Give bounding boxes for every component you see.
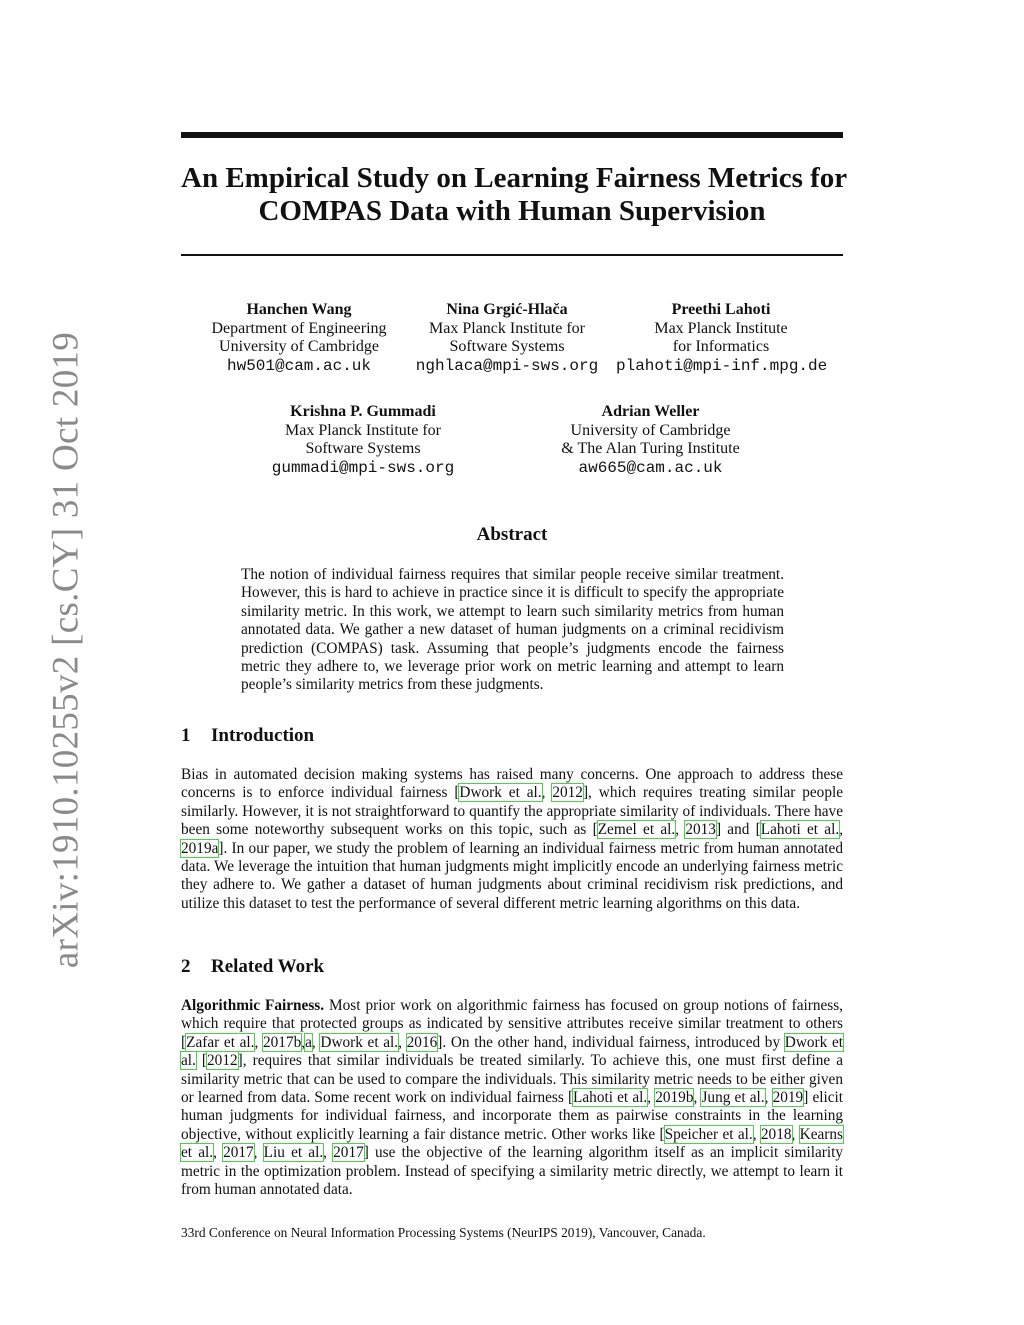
- text-run: Most prior work on algorithmic fairness has focused on group notions of fairness, which require that protected groups as indicated by sensitive attributes receive similar treatment to others [: [181, 997, 843, 1051]
- title-bottom-rule: [181, 254, 843, 256]
- paragraph-lead: Algorithmic Fairness.: [181, 997, 325, 1014]
- text-run: ,: [839, 821, 844, 839]
- citation-link[interactable]: Lahoti et al.: [573, 1089, 648, 1107]
- text-run: ]. On the other hand, individual fairness, introduced by: [437, 1033, 785, 1051]
- citation-link[interactable]: 2019b: [655, 1089, 694, 1107]
- author-name: Krishna P. Gummadi: [290, 403, 436, 420]
- text-run: ,: [675, 821, 686, 839]
- author-name: Hanchen Wang: [246, 301, 352, 318]
- title-line-2: COMPAS Data with Human Supervision: [258, 195, 766, 227]
- citation-link[interactable]: Zafar et al.: [186, 1033, 255, 1051]
- author-name: Nina Grgić-Hlača: [446, 301, 568, 318]
- citation-link[interactable]: 2018: [760, 1125, 792, 1143]
- author-email[interactable]: plahoti@mpi-inf.mpg.de: [616, 356, 828, 375]
- section-number: 1: [181, 725, 191, 746]
- citation-link[interactable]: 2017: [223, 1144, 254, 1162]
- citation-link[interactable]: Dwork et al.: [320, 1033, 399, 1051]
- author-email[interactable]: gummadi@mpi-sws.org: [271, 458, 455, 477]
- author-email[interactable]: hw501@cam.ac.uk: [226, 356, 372, 375]
- section-title: Introduction: [211, 725, 315, 746]
- citation-link[interactable]: Jung et al.: [701, 1089, 765, 1107]
- author-name: Adrian Weller: [601, 403, 700, 420]
- section-title: Related Work: [211, 956, 325, 977]
- related-work-paragraph: [181, 997, 843, 1199]
- citation-link[interactable]: 2017b: [263, 1033, 302, 1051]
- text-run: ] elicit human judgments for individual fairness, and incorporate them as pairwise constraints in the learning objective, without explicitly learning a fair distance metric. Other works like [: [181, 1089, 844, 1143]
- citation-link[interactable]: 2012: [552, 784, 583, 802]
- text-run: ,: [647, 1089, 656, 1107]
- text-run: ,: [764, 1089, 773, 1107]
- text-run: ] and [: [715, 821, 761, 839]
- text-run: ], which requires treating similar people similarly. However, it is not straightforward to quantify the appropriate similarity of individuals. There have been some noteworthy subsequent works on this topic, such as [: [181, 784, 844, 839]
- author-email[interactable]: nghlaca@mpi-sws.org: [415, 356, 599, 375]
- text-run: ,: [541, 784, 553, 802]
- citation-link[interactable]: 2012: [207, 1052, 238, 1070]
- author-block-4: [268, 403, 458, 477]
- text-run: ,: [213, 1144, 224, 1162]
- arxiv-sidebar-identifier: arXiv:1910.10255v2 [cs.CY] 31 Oct 2019: [45, 331, 87, 969]
- citation-link[interactable]: Liu et al.: [263, 1144, 324, 1162]
- author-affiliation-line-1: Max Planck Institute: [654, 319, 788, 337]
- text-run: ], requires that similar individuals be treated similarly. To achieve this, one must first define a similarity metric that can be used to compare the individuals. This similarity metric needs to be either given or learned from data. Some recent work on individual fairness [: [181, 1052, 844, 1107]
- author-affiliation-line-1: Department of Engineering: [211, 319, 387, 337]
- author-block-1: [200, 301, 398, 375]
- author-block-3: [616, 301, 826, 375]
- citation-link[interactable]: 2016: [406, 1033, 438, 1051]
- citation-link[interactable]: Zemel et al.: [597, 821, 676, 839]
- citation-link[interactable]: 2019: [772, 1089, 804, 1107]
- author-affiliation-line-2: Software Systems: [449, 338, 565, 355]
- author-affiliation-line-2: & The Alan Turing Institute: [561, 440, 740, 457]
- author-email[interactable]: aw665@cam.ac.uk: [578, 458, 723, 477]
- citation-link[interactable]: Speicher et al.: [664, 1125, 753, 1143]
- abstract-text: The notion of individual fairness requires that similar people receive similar treatment. However, this is hard to achieve in practice since it is difficult to specify the appropriate similarity metric. In this work, we attempt to learn such similarity metrics from human annotated data. We gather a new dataset of human judgments on a criminal recidivism prediction (COMPAS) task. Assuming that people’s judgments encode the fairness metric they adhere to, we leverage prior work on metric learning and attempt to learn people’s similarity metrics from these judgments.: [241, 566, 784, 694]
- text-run: Bias in automated decision making systems has raised many concerns. One approach to address these concerns is to enforce individual fairness [: [181, 766, 843, 802]
- conference-footnote: 33rd Conference on Neural Information Processing Systems (NeurIPS 2019), Vancouver, Canada.: [181, 1225, 706, 1240]
- text-run: ,: [398, 1033, 407, 1051]
- citation-link[interactable]: Dwork et al.: [459, 784, 542, 802]
- author-block-2: [404, 301, 610, 375]
- citation-link[interactable]: Dwork et al.: [181, 1033, 843, 1070]
- abstract-heading: Abstract: [476, 524, 548, 545]
- text-run: ]. In our paper, we study the problem of learning an individual fairness metric from human annotated data. We leverage the intuition that human judgments might implicitly encode an underlying fairness metric they adhere to. We gather a dataset of human judgments about criminal recidivism risk predictions, and utilize this dataset to test the performance of several different metric learning algorithms on this data.: [181, 839, 843, 912]
- author-affiliation-line-1: Max Planck Institute for: [429, 319, 585, 337]
- citation-link[interactable]: a: [305, 1033, 312, 1051]
- section-heading-related-work: [181, 956, 324, 978]
- author-affiliation-line-1: University of Cambridge: [570, 421, 731, 439]
- text-run: ] use the objective of the learning algorithm itself as an implicit similarity metric in the optimization problem. Instead of specifying a similarity metric directly, we attempt to learn it from human annotated data.: [181, 1144, 844, 1199]
- author-block-5: [543, 403, 758, 477]
- text-run: ,: [791, 1125, 800, 1143]
- author-affiliation-line-1: Max Planck Institute for: [285, 421, 441, 439]
- title-top-rule: [181, 132, 843, 138]
- citation-link[interactable]: 2019a: [181, 839, 219, 857]
- citation-link[interactable]: 2013: [685, 821, 716, 839]
- text-run: ,: [254, 1033, 263, 1051]
- section-number: 2: [181, 956, 191, 977]
- author-affiliation-line-2: for Informatics: [672, 338, 770, 355]
- author-name: Preethi Lahoti: [671, 301, 771, 318]
- text-run: ,: [693, 1089, 702, 1107]
- author-affiliation-line-2: Software Systems: [305, 440, 421, 457]
- author-affiliation-line-2: University of Cambridge: [219, 338, 379, 355]
- paper-title: [181, 162, 848, 228]
- citation-link[interactable]: Lahoti et al.: [760, 821, 840, 839]
- section-heading-introduction: [181, 725, 314, 747]
- text-run: ,: [253, 1144, 264, 1162]
- text-run: ,: [311, 1033, 321, 1051]
- title-line-1: An Empirical Study on Learning Fairness Metrics for: [181, 162, 848, 194]
- introduction-paragraph: [181, 766, 843, 913]
- citation-link[interactable]: Kearns et al.: [181, 1125, 843, 1162]
- text-run: ,: [301, 1033, 306, 1051]
- text-run: [: [195, 1052, 208, 1070]
- text-run: ,: [752, 1125, 761, 1143]
- citation-link[interactable]: 2017: [333, 1144, 364, 1162]
- text-run: ,: [323, 1144, 334, 1162]
